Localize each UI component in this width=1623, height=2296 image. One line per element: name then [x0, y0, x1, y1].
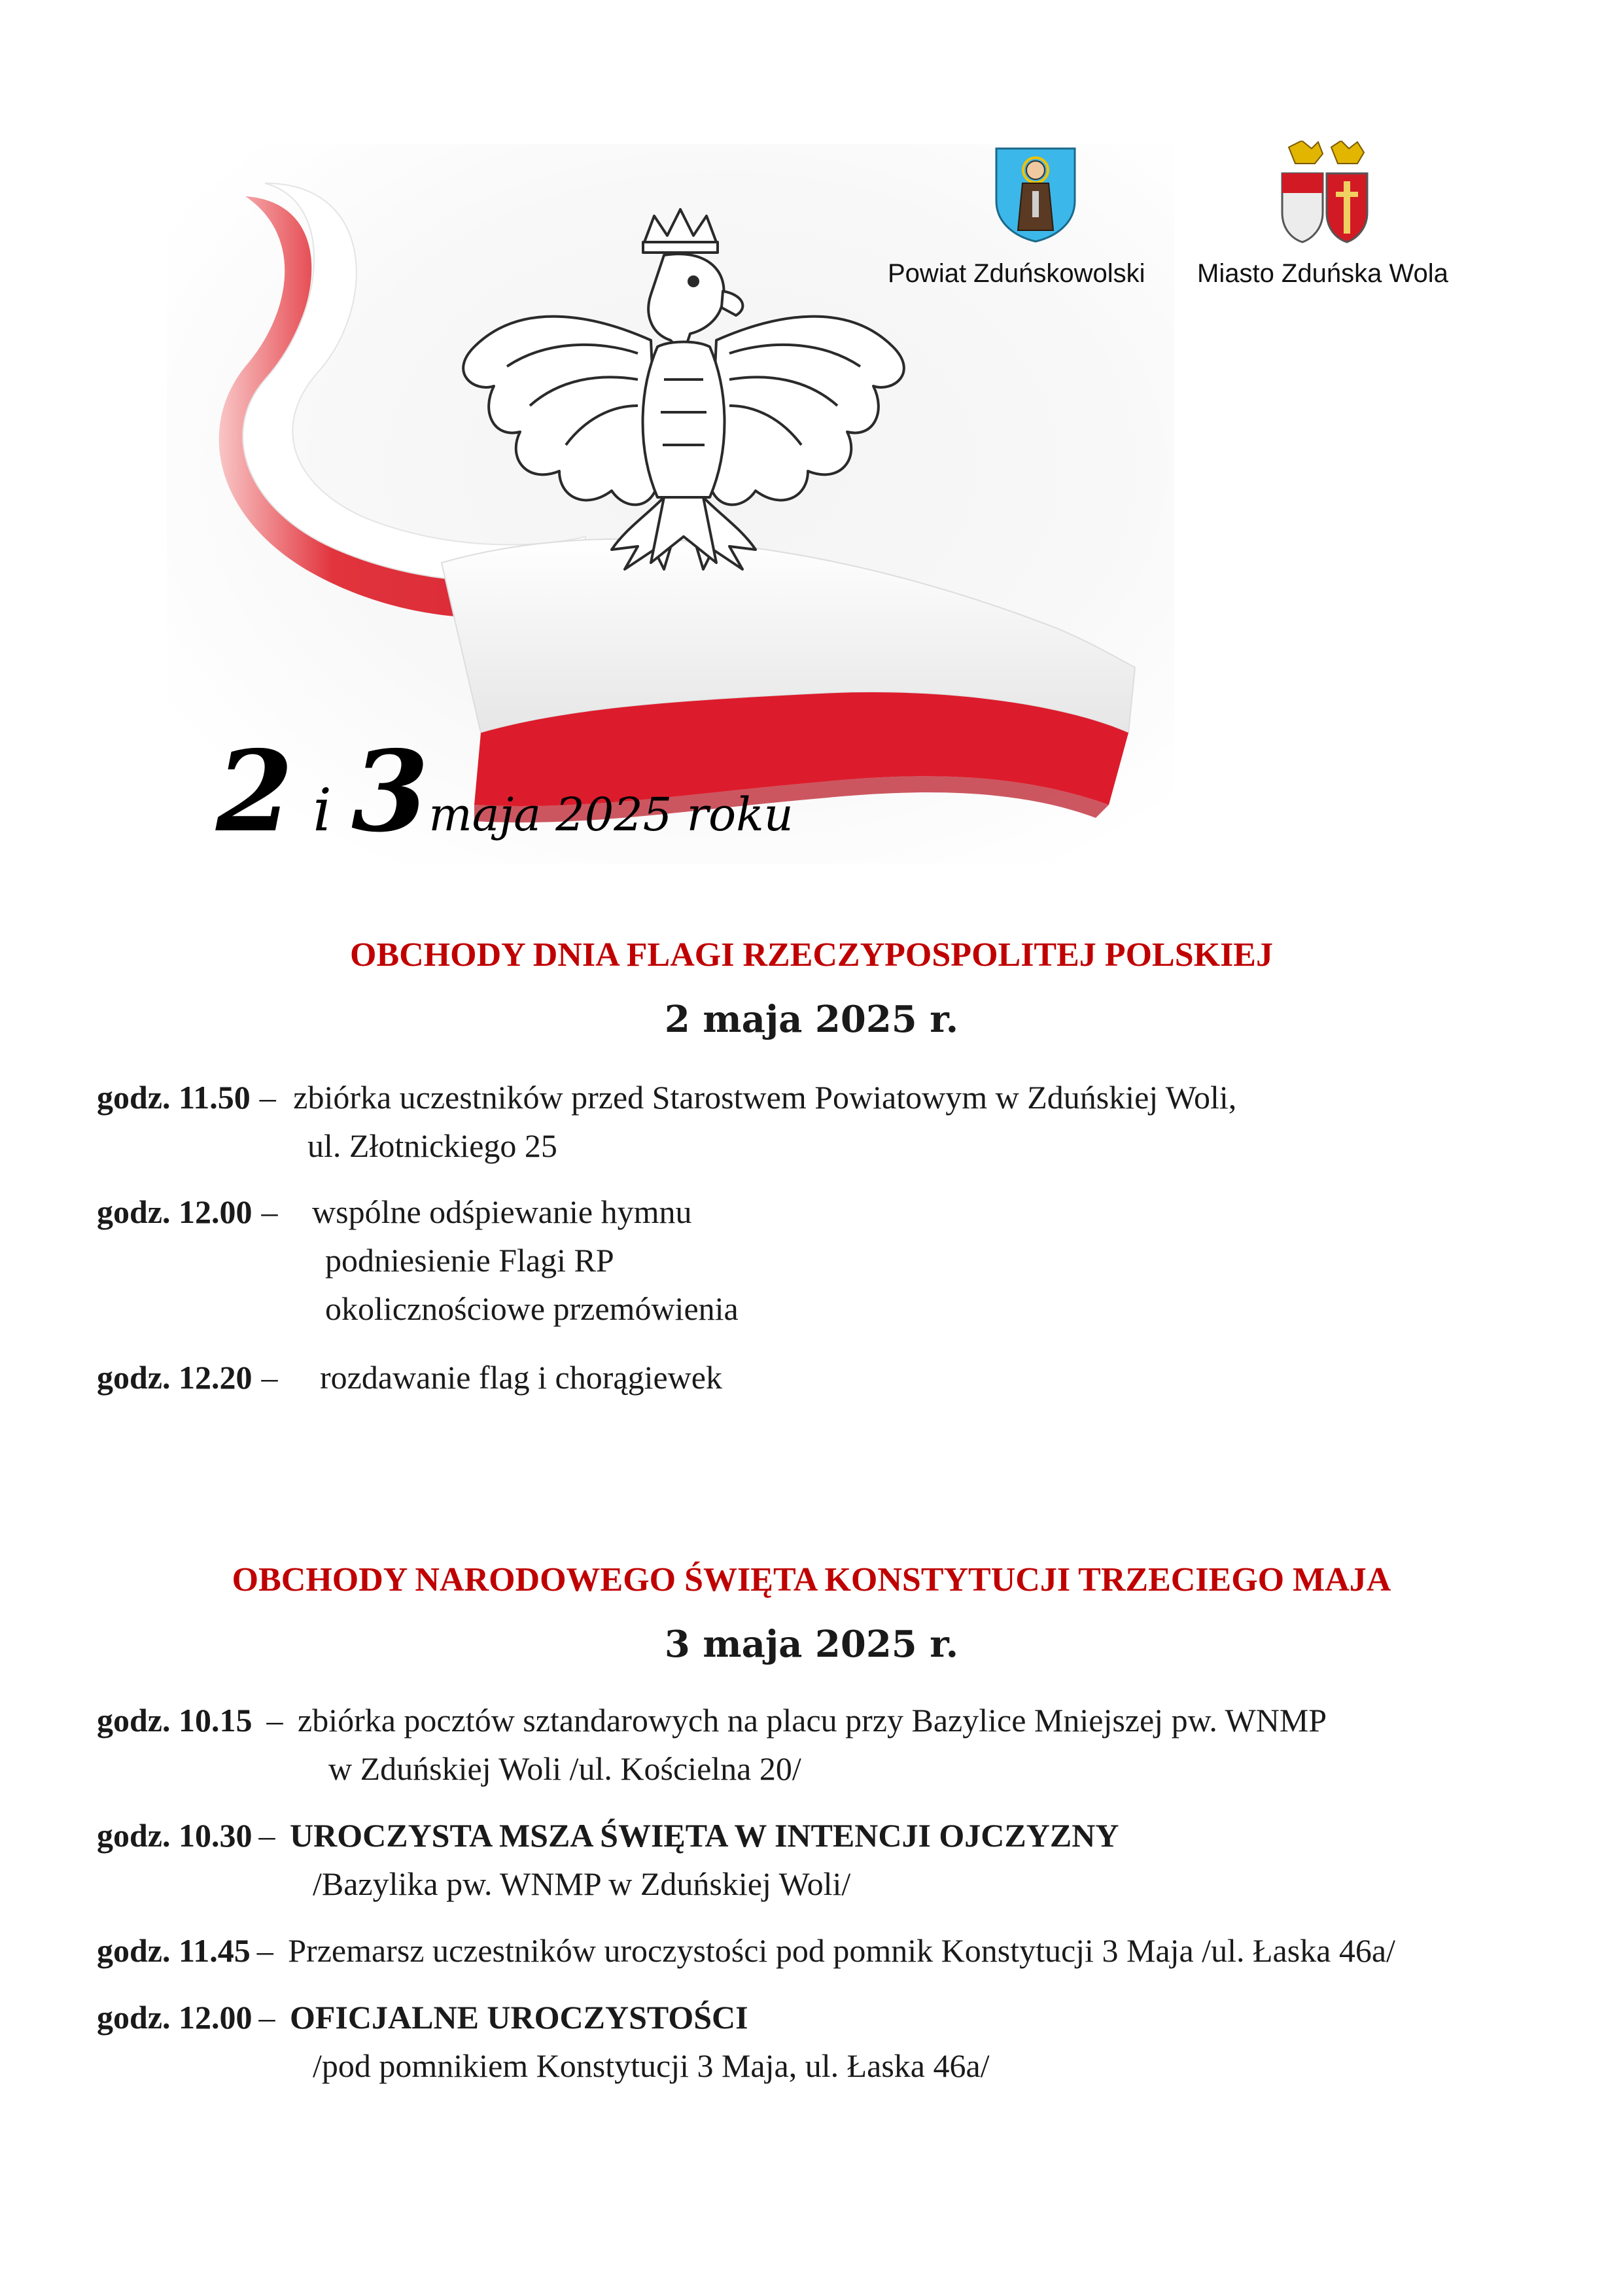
schedule-separator: –: [261, 1359, 278, 1396]
schedule-separator: –: [259, 1079, 276, 1116]
schedule-item: [97, 1811, 1119, 1860]
section-1-heading: OBCHODY DNIA FLAGI RZECZYPOSPOLITEJ POLSKIEJ: [350, 936, 1273, 974]
schedule-item: [97, 1073, 1236, 1122]
schedule-description-continued: w Zduńskiej Woli /ul. Kościelna 20/: [328, 1750, 801, 1787]
schedule-description-continued: /pod pomnikiem Konstytucji 3 Maja, ul. Łaska 46a/: [313, 2047, 990, 2084]
schedule-description: Przemarsz uczestników uroczystości pod pomnik Konstytucji 3 Maja /ul. Łaska 46a/: [288, 1932, 1395, 1969]
schedule-description: UROCZYSTA MSZA ŚWIĘTA W INTENCJI OJCZYZNY: [290, 1817, 1119, 1854]
schedule-description-continued: podniesienie Flagi RP: [325, 1242, 614, 1279]
schedule-separator: –: [256, 1932, 273, 1969]
city-coat-of-arms-icon: [1276, 141, 1374, 249]
schedule-item: [97, 1188, 691, 1236]
schedule-time: godz. 10.30: [97, 1817, 253, 1854]
section-2-date: 3 maja 2025 r.: [664, 1623, 959, 1666]
schedule-time: godz. 12.00: [97, 1999, 253, 2036]
schedule-item: [97, 1993, 748, 2041]
date-day-2: 3: [351, 726, 429, 857]
schedule-item: [97, 1696, 1327, 1744]
schedule-item: [97, 1353, 722, 1402]
county-caption: Powiat Zduńskowolski: [888, 259, 1145, 288]
schedule-item: [97, 1926, 1395, 1975]
schedule-description: OFICJALNE UROCZYSTOŚCI: [290, 1999, 748, 2036]
schedule-time: godz. 11.50: [97, 1079, 251, 1116]
section-2-heading: OBCHODY NARODOWEGO ŚWIĘTA KONSTYTUCJI TRZECIEGO MAJA: [232, 1561, 1391, 1598]
schedule-time: godz. 12.00: [97, 1193, 253, 1230]
date-day-1: 2: [216, 726, 294, 857]
schedule-time: godz. 12.20: [97, 1359, 253, 1396]
schedule-description-continued: ul. Złotnickiego 25: [307, 1127, 557, 1164]
schedule-description: zbiórka pocztów sztandarowych na placu przy Bazylice Mniejszej pw. WNMP: [298, 1702, 1327, 1739]
schedule-description: zbiórka uczestników przed Starostwem Powiatowym w Zduńskiej Woli,: [293, 1079, 1237, 1116]
schedule-separator: –: [266, 1702, 283, 1739]
schedule-time: godz. 10.15: [97, 1702, 253, 1739]
schedule-description: wspólne odśpiewanie hymnu: [312, 1193, 692, 1230]
schedule-description: rozdawanie flag i chorągiewek: [320, 1359, 722, 1396]
schedule-separator: –: [261, 1193, 278, 1230]
section-1-date: 2 maja 2025 r.: [664, 998, 959, 1041]
schedule-description-continued: okolicznościowe przemówienia: [325, 1290, 739, 1327]
schedule-description-continued: /Bazylika pw. WNMP w Zduńskiej Woli/: [313, 1865, 851, 1902]
event-dates-title: [216, 726, 794, 857]
schedule-time: godz. 11.45: [97, 1932, 251, 1969]
schedule-separator: –: [258, 1817, 275, 1854]
city-caption: Miasto Zduńska Wola: [1197, 259, 1448, 288]
date-month-year: maja 2025 roku: [428, 788, 794, 841]
date-conjunction: i: [313, 776, 332, 845]
county-coat-of-arms-icon: [993, 145, 1078, 247]
schedule-separator: –: [258, 1999, 275, 2036]
